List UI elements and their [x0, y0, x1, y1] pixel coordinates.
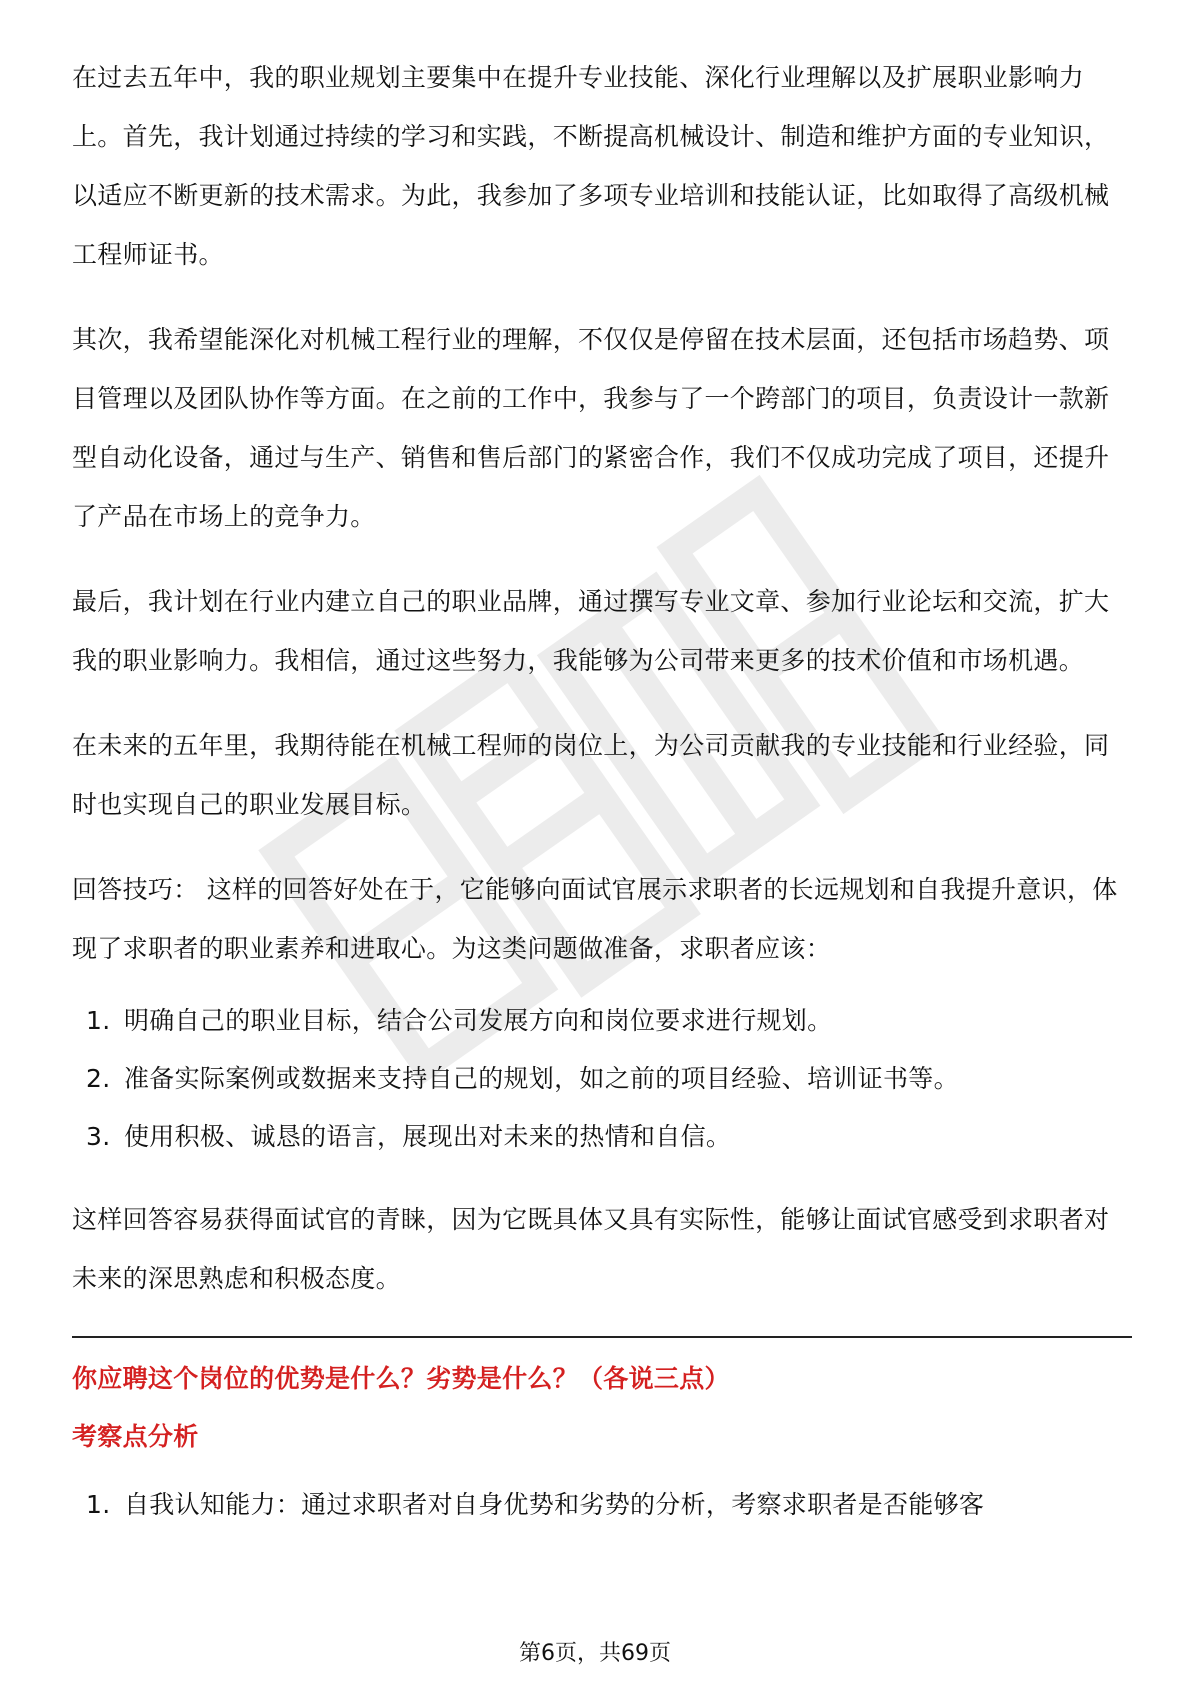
list-item-number: 1.	[86, 1006, 111, 1035]
list-item-number: 3.	[86, 1122, 111, 1151]
list-item-text: 使用积极、诚恳的语言，展现出对未来的热情和自信。	[124, 1122, 732, 1151]
list-item	[72, 1476, 1132, 1534]
tips-list	[72, 992, 1132, 1166]
list-item-number: 2.	[86, 1064, 111, 1093]
list-item-number: 1.	[86, 1490, 111, 1519]
analysis-heading: 考察点分析	[72, 1422, 199, 1451]
section-divider	[72, 1336, 1132, 1338]
paragraph-industry-understanding: 其次，我希望能深化对机械工程行业的理解，不仅仅是停留在技术层面，还包括市场趋势、项目管理以及团队协作等方面。在之前的工作中，我参与了一个跨部门的项目，负责设计一款新型自动化设备，通过与生产、销售和售后部门的紧密合作，我们不仅成功完成了项目，还提升了产品在市场上的竞争力。	[72, 325, 1110, 531]
paragraph-future-goal: 在未来的五年里，我期待能在机械工程师的岗位上，为公司贡献我的专业技能和行业经验，同时也实现自己的职业发展目标。	[72, 731, 1110, 819]
paragraph-personal-brand: 最后，我计划在行业内建立自己的职业品牌，通过撰写专业文章、参加行业论坛和交流，扩大我的职业影响力。我相信，通过这些努力，我能够为公司带来更多的技术价值和市场机遇。	[72, 587, 1110, 675]
list-item	[72, 1108, 1132, 1166]
list-item	[72, 1050, 1132, 1108]
main-content	[72, 48, 1132, 1534]
paragraph-career-plan-intro: 在过去五年中，我的职业规划主要集中在提升专业技能、深化行业理解以及扩展职业影响力上。首先，我计划通过持续的学习和实践，不断提高机械设计、制造和维护方面的专业知识，以适应不断更新的技术需求。为此，我参加了多项专业培训和技能认证，比如取得了高级机械工程师证书。	[72, 63, 1110, 269]
analysis-list	[72, 1476, 1132, 1534]
question-heading: 你应聘这个岗位的优势是什么？劣势是什么？（各说三点）	[72, 1364, 730, 1393]
list-item-text: 自我认知能力：通过求职者对自身优势和劣势的分析，考察求职者是否能够客	[124, 1490, 985, 1519]
paragraph-answer-tips: 回答技巧： 这样的回答好处在于，它能够向面试官展示求职者的长远规划和自我提升意识，体现了求职者的职业素养和进取心。为这类问题做准备，求职者应该：	[72, 875, 1118, 963]
list-item-text: 明确自己的职业目标，结合公司发展方向和岗位要求进行规划。	[124, 1006, 833, 1035]
paragraph-closing: 这样回答容易获得面试官的青睐，因为它既具体又具有实际性，能够让面试官感受到求职者对未来的深思熟虑和积极态度。	[72, 1205, 1110, 1293]
page-footer: 第6页，共69页	[519, 1641, 671, 1666]
list-item	[72, 992, 1132, 1050]
list-item-text: 准备实际案例或数据来支持自己的规划，如之前的项目经验、培训证书等。	[124, 1064, 959, 1093]
